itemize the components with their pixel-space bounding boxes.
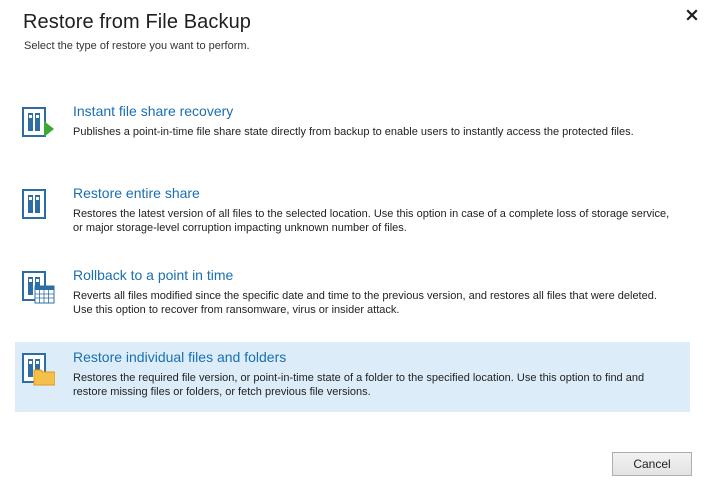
option-description: Reverts all files modified since the specific date and time to the previous version, and restores all files that were deleted. Use this option to recover from ransomware, virus or insider attack. (73, 290, 657, 316)
option-description: Restores the required file version, or point-in-time state of a folder to the specified location. Use this option to find and restore missing files or folders, or fetch previous file versions. (73, 372, 645, 398)
option-title: Restore individual files and folders (73, 349, 287, 365)
dialog-title: Restore from File Backup (23, 11, 252, 33)
close-icon (684, 7, 700, 23)
instant-recovery-icon (21, 106, 55, 140)
option-rollback-point-in-time[interactable] (15, 260, 690, 330)
option-restore-individual-files[interactable] (15, 342, 690, 412)
calendar-rollback-icon (21, 270, 55, 304)
share-icon (21, 188, 55, 222)
close-button[interactable] (684, 7, 700, 23)
option-description: Restores the latest version of all files to the selected location. Use this option in case of a complete loss of storage service, or major storage-level corruption impacting unknown number of files. (73, 208, 670, 234)
option-title: Restore entire share (73, 185, 200, 201)
option-instant-file-share-recovery[interactable] (15, 96, 690, 166)
option-restore-entire-share[interactable] (15, 178, 690, 248)
dialog-subtitle: Select the type of restore you want to perform. (24, 40, 250, 52)
cancel-button[interactable]: Cancel (612, 452, 692, 476)
folder-restore-icon (21, 352, 55, 386)
option-description: Publishes a point-in-time file share state directly from backup to enable users to instantly access the protected files. (73, 126, 634, 138)
option-title: Rollback to a point in time (73, 267, 234, 283)
option-title: Instant file share recovery (73, 103, 234, 119)
